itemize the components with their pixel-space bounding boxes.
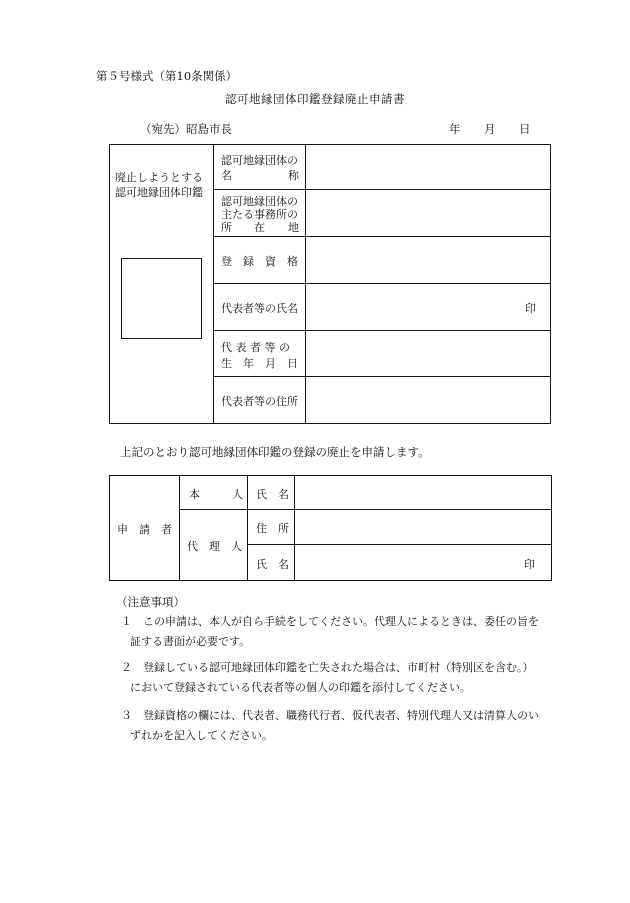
label-line: 代表者等の氏名 bbox=[221, 302, 298, 315]
seal-column bbox=[110, 145, 214, 423]
form-number: 第５号様式（第10条関係） bbox=[96, 69, 238, 83]
page-title: 認可地縁団体印鑑登録廃止申請書 bbox=[225, 92, 405, 106]
date-year-label: 年 bbox=[449, 122, 461, 136]
seal-mark: 印 bbox=[524, 558, 535, 571]
seal-mark: 印 bbox=[525, 302, 536, 315]
agent-name-label: 氏 名 bbox=[256, 558, 289, 571]
label-line: 生 年 月 日 bbox=[221, 357, 298, 370]
applicant-label: 申 請 者 bbox=[117, 523, 172, 536]
seal-impression-box[interactable] bbox=[121, 258, 202, 339]
note-item bbox=[121, 614, 539, 650]
divider bbox=[247, 476, 248, 580]
principal-name-label: 氏 名 bbox=[256, 488, 289, 501]
label-line: 認可地縁団体の bbox=[221, 195, 298, 208]
label-line: 所 bbox=[221, 221, 232, 234]
seal-label-line1: 廃止しようとする bbox=[115, 171, 203, 184]
note-line: １ この申請は、本人が自ら手続をしてください。代理人によるときは、委任の旨を bbox=[121, 615, 539, 628]
label-line: 認可地縁団体の bbox=[221, 154, 298, 167]
note-line: ３ 登録資格の欄には、代表者、職務代行者、仮代表者、特別代理人又は清算人のい bbox=[121, 709, 539, 722]
row-label bbox=[214, 284, 306, 330]
divider bbox=[179, 509, 551, 510]
label-line: 主たる事務所の bbox=[221, 208, 298, 221]
principal-label: 人 bbox=[232, 488, 243, 501]
date-day-label: 日 bbox=[519, 122, 531, 136]
label-line: 在 bbox=[254, 221, 265, 234]
row-representative-birthdate bbox=[214, 331, 550, 377]
main-table bbox=[109, 144, 551, 424]
row-representative-name bbox=[214, 284, 550, 331]
label-line: 名 bbox=[221, 169, 232, 182]
note-line: ２ 登録している認可地縁団体印鑑を亡失された場合は、市町村（特別区を含む。） bbox=[121, 661, 534, 674]
agent-address-label: 住 所 bbox=[256, 522, 289, 535]
divider bbox=[294, 476, 295, 580]
row-group-name bbox=[214, 145, 550, 190]
date-month-label: 月 bbox=[484, 122, 496, 136]
row-representative-address bbox=[214, 377, 550, 423]
note-line: 証する書面が必要です。 bbox=[130, 635, 251, 648]
row-label bbox=[214, 237, 306, 283]
row-office-location bbox=[214, 190, 550, 237]
addressee: （宛先）昭島市長 bbox=[140, 122, 232, 136]
row-qualification bbox=[214, 237, 550, 284]
row-label bbox=[214, 331, 306, 376]
agent-label: 代 理 人 bbox=[187, 540, 242, 553]
notes-heading: （注意事項） bbox=[116, 595, 185, 609]
label-line: 登 録 資 格 bbox=[221, 255, 298, 268]
row-label bbox=[214, 190, 306, 236]
note-line: において登録されている代表者等の個人の印鑑を添付してください。 bbox=[130, 681, 471, 694]
note-item bbox=[121, 660, 534, 696]
declaration-text: 上記のとおり認可地縁団体印鑑の登録の廃止を申請します。 bbox=[120, 445, 430, 459]
divider bbox=[179, 476, 180, 580]
row-label bbox=[214, 377, 306, 423]
principal-label: 本 bbox=[189, 488, 200, 501]
row-label bbox=[214, 145, 306, 189]
divider bbox=[247, 544, 551, 545]
seal-column-label bbox=[115, 170, 203, 200]
label-line: 代 表 者 等 の bbox=[221, 341, 290, 354]
label-line: 地 bbox=[288, 221, 299, 234]
note-line: ずれかを記入してください。 bbox=[130, 729, 273, 742]
note-item bbox=[121, 708, 539, 744]
applicant-table bbox=[109, 475, 552, 581]
seal-label-line2: 認可地縁団体印鑑 bbox=[115, 186, 203, 199]
label-line: 称 bbox=[288, 169, 299, 182]
label-line: 代表者等の住所 bbox=[221, 395, 298, 408]
